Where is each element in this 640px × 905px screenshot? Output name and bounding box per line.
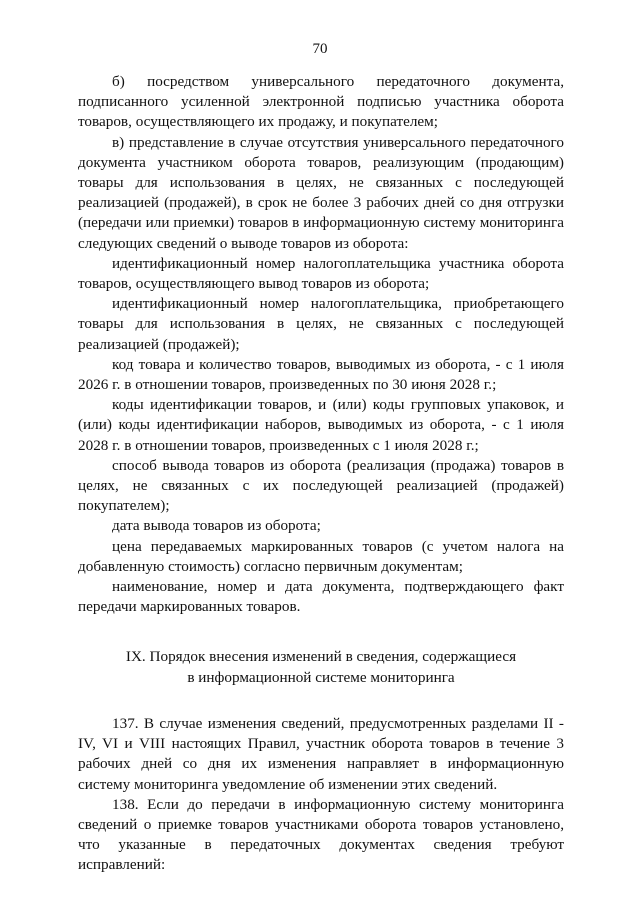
section-heading-line: IX. Порядок внесения изменений в сведения, содержащиеся (125, 648, 517, 666)
paragraph: способ вывода товаров из оборота (реализация (продажа) товаров в целях, не связанных с их последующей реализацией (продажей) покупателем); (78, 456, 564, 515)
paragraph: цена передаваемых маркированных товаров (с учетом налога на добавленную стоимость) согласно первичным документам; (78, 537, 564, 575)
paragraph: код товара и количество товаров, выводимых из оборота, - с 1 июля 2026 г. в отношении товаров, произведенных по 30 июня 2028 г.; (78, 355, 564, 394)
section-heading-line: в информационной системе мониторинга (187, 668, 455, 686)
paragraph: в) представление в случае отсутствия универсального передаточного документа участником оборота товаров, реализующим (продающим) товары для использования в целях, не связанных с последующей реализацией (продажей), в срок не более 3 рабочих дней со дня отгрузки (передачи или приемки) товаров в информационную систему мониторинга следующих сведений о выводе товаров из оборота: (78, 133, 564, 252)
paragraph: б) посредством универсального передаточного документа, подписанного усиленной электронной подписью участника оборота товаров, осуществляющего их продажу, и покупателем; (78, 73, 564, 131)
paragraph: дата вывода товаров из оборота; (112, 517, 321, 535)
paragraph: 138. Если до передачи в информационную систему мониторинга сведений о приемке товаров участниками оборота товаров установлено, что указанные в передаточных документах сведения требуют исправлений: (78, 795, 564, 874)
paragraph: идентификационный номер налогоплательщика, приобретающего товары для использования в целях, не связанных с последующей реализацией (продажей); (78, 295, 564, 353)
paragraph: наименование, номер и дата документа, подтверждающего факт передачи маркированных товаров. (78, 578, 564, 616)
paragraph: 137. В случае изменения сведений, предусмотренных разделами II - IV, VI и VIII настоящих Правил, участник оборота товаров в течение 3 рабочих дней со дня их изменения направляет в информационную систему мониторинга уведомление об изменении этих сведений. (78, 714, 564, 793)
section-heading (78, 647, 564, 687)
paragraph: коды идентификации товаров, и (или) коды групповых упаковок, и (или) коды идентификации наборов, выводимых из оборота, - с 1 июля 2028 г. в отношении товаров, произведенных с 1 июля 2028 г.; (78, 396, 564, 454)
document-body (78, 72, 564, 876)
paragraph: идентификационный номер налогоплательщика участника оборота товаров, осуществляющего вывод товаров из оборота; (78, 254, 564, 293)
page-number: 70 (312, 41, 328, 57)
